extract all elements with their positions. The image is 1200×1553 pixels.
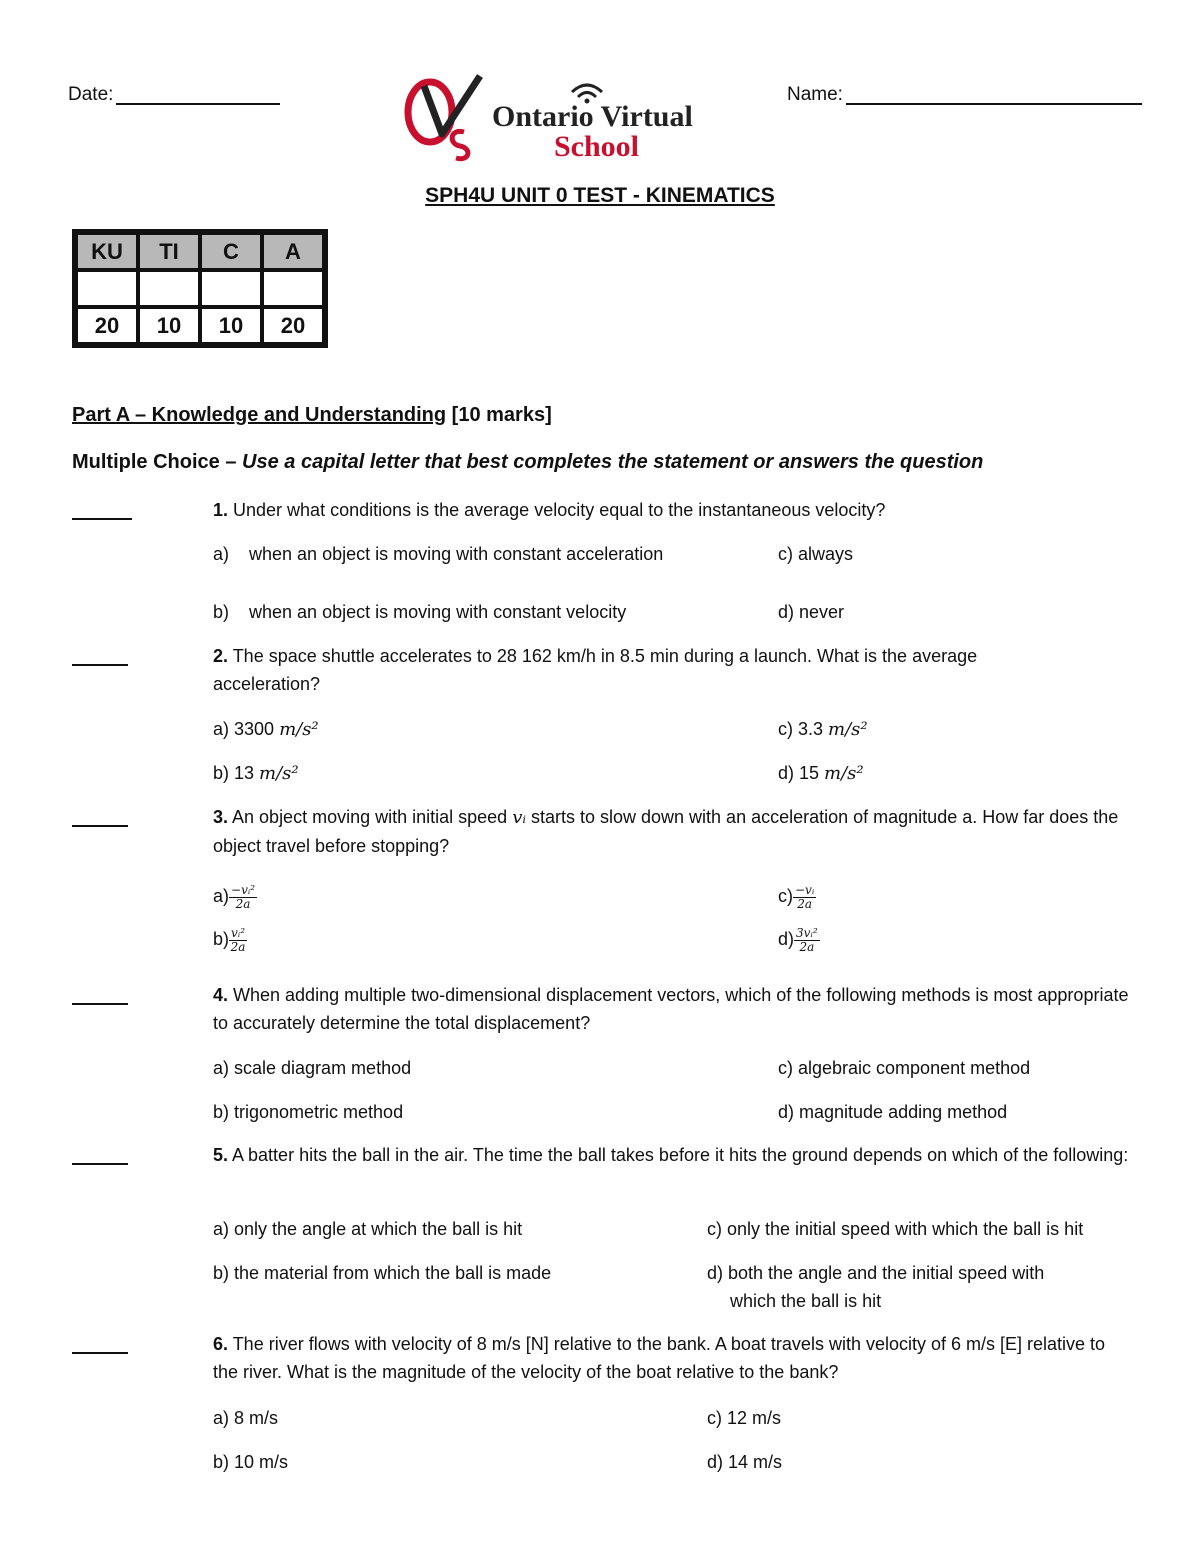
option-d-continued: which the ball is hit xyxy=(730,1291,882,1311)
unit: m/s² xyxy=(824,763,864,784)
score-cell[interactable] xyxy=(200,270,262,307)
table-header: C xyxy=(200,233,262,270)
question-number: 4. xyxy=(213,985,229,1005)
numerator: 3vᵢ² xyxy=(796,925,818,940)
question-text: An object moving with initial speed xyxy=(228,807,513,827)
option-b xyxy=(213,759,299,788)
answer-blank-5[interactable] xyxy=(72,1163,128,1165)
option-d xyxy=(778,925,820,954)
option-d: d) 14 m/s xyxy=(707,1452,783,1472)
answer-blank-6[interactable] xyxy=(72,1352,128,1354)
option-label: d) 15 xyxy=(778,763,825,783)
numerator: vᵢ² xyxy=(231,925,246,940)
question-text: Under what conditions is the average velocity equal to the instantaneous velocity? xyxy=(228,500,886,520)
mc-instruction xyxy=(72,451,983,474)
question-4 xyxy=(213,981,1133,1037)
mc-label: Multiple Choice – xyxy=(72,451,243,473)
total-cell: 20 xyxy=(76,307,138,344)
table-header: A xyxy=(262,233,324,270)
question-text: When adding multiple two-dimensional displacement vectors, which of the following methods is most appropriate to accurately determine the total displacement? xyxy=(213,985,1129,1033)
total-cell: 10 xyxy=(200,307,262,344)
option-c: c) always xyxy=(778,544,854,564)
question-5 xyxy=(213,1141,1133,1169)
option-a xyxy=(213,715,319,744)
denominator: 2a xyxy=(797,896,813,911)
option-a xyxy=(213,882,257,911)
total-cell: 10 xyxy=(138,307,200,344)
question-number: 6. xyxy=(213,1334,229,1354)
question-number: 1. xyxy=(213,500,229,520)
ovs-mark-icon xyxy=(402,72,492,164)
unit: m/s² xyxy=(279,719,319,740)
total-cell: 20 xyxy=(262,307,324,344)
answer-blank-2[interactable] xyxy=(72,664,128,666)
date-label: Date: xyxy=(68,84,114,105)
table-header: TI xyxy=(138,233,200,270)
marks-table xyxy=(72,229,328,348)
denominator: 2a xyxy=(799,939,815,954)
question-text: starts to slow down with an acceleration of magnitude a. How far does the object travel before stopping? xyxy=(213,807,1119,856)
unit: m/s² xyxy=(259,763,299,784)
option-d: d) never xyxy=(778,602,845,622)
page-title: SPH4U UNIT 0 TEST - KINEMATICS xyxy=(425,184,775,207)
question-number: 5. xyxy=(213,1145,229,1165)
part-a-heading xyxy=(72,404,552,427)
option-c: c) 12 m/s xyxy=(707,1408,782,1428)
question-number: 3. xyxy=(213,807,229,827)
option-label: a) 3300 xyxy=(213,719,280,739)
fraction xyxy=(794,927,820,954)
option-a: a) 8 m/s xyxy=(213,1408,279,1428)
answer-blank-3[interactable] xyxy=(72,825,128,827)
date-field[interactable] xyxy=(116,103,280,105)
score-cell[interactable] xyxy=(76,270,138,307)
score-cell[interactable] xyxy=(138,270,200,307)
question-text: The river flows with velocity of 8 m/s [N] relative to the bank. A boat travels with velocity of 6 m/s [E] relative to the river. What is the magnitude of the velocity of the boat relative to the bank? xyxy=(213,1334,1106,1382)
question-2 xyxy=(213,642,1073,698)
question-number: 2. xyxy=(213,646,229,666)
option-b: b) 10 m/s xyxy=(213,1452,289,1472)
name-label: Name: xyxy=(787,84,843,105)
part-a-marks: [10 marks] xyxy=(446,404,552,426)
variable: vᵢ xyxy=(512,807,526,828)
fraction xyxy=(793,884,816,911)
score-cell[interactable] xyxy=(262,270,324,307)
mc-instruction-text: Use a capital letter that best completes the statement or answers the question xyxy=(242,451,984,473)
option-b: b) the material from which the ball is made xyxy=(213,1263,552,1283)
option-b: b) when an object is moving with constant velocity xyxy=(213,602,627,622)
option-d: d) both the angle and the initial speed with xyxy=(707,1263,1045,1283)
name-field[interactable] xyxy=(846,103,1142,105)
question-text: The space shuttle accelerates to 28 162 km/h in 8.5 min during a launch. What is the average acceleration? xyxy=(213,646,978,694)
option-label: b) xyxy=(213,929,230,949)
option-label: c) 3.3 xyxy=(778,719,829,739)
ontario-virtual-school-logo xyxy=(402,72,732,164)
fraction xyxy=(229,884,257,911)
part-a-title: Part A – Knowledge and Understanding xyxy=(72,404,447,426)
option-label: a) xyxy=(213,886,230,906)
table-header: KU xyxy=(76,233,138,270)
fraction xyxy=(229,927,247,954)
answer-blank-4[interactable] xyxy=(72,1003,128,1005)
logo-line-2: School xyxy=(554,130,640,163)
question-6 xyxy=(213,1330,1133,1386)
option-b xyxy=(213,925,247,954)
option-c: c) algebraic component method xyxy=(778,1058,1031,1078)
option-label: b) 13 xyxy=(213,763,260,783)
logo-line-1: Ontario Virtual xyxy=(492,100,693,133)
question-3 xyxy=(213,803,1133,860)
unit: m/s² xyxy=(828,719,868,740)
answer-blank-1[interactable] xyxy=(72,518,132,520)
option-d xyxy=(778,759,864,788)
option-b: b) trigonometric method xyxy=(213,1102,404,1122)
denominator: 2a xyxy=(230,939,246,954)
option-c xyxy=(778,715,868,744)
question-1 xyxy=(213,496,1133,524)
option-d: d) magnitude adding method xyxy=(778,1102,1008,1122)
option-a: a) when an object is moving with constant acceleration xyxy=(213,544,664,564)
option-a: a) only the angle at which the ball is hit xyxy=(213,1219,523,1239)
option-label: c) xyxy=(778,886,793,906)
numerator: −vᵢ xyxy=(795,882,815,897)
option-label: d) xyxy=(778,929,795,949)
numerator: −vᵢ² xyxy=(231,882,256,897)
option-c xyxy=(778,882,816,911)
question-text: A batter hits the ball in the air. The time the ball takes before it hits the ground depends on which of the following: xyxy=(228,1145,1129,1165)
option-a: a) scale diagram method xyxy=(213,1058,412,1078)
denominator: 2a xyxy=(235,896,251,911)
option-c: c) only the initial speed with which the ball is hit xyxy=(707,1219,1084,1239)
